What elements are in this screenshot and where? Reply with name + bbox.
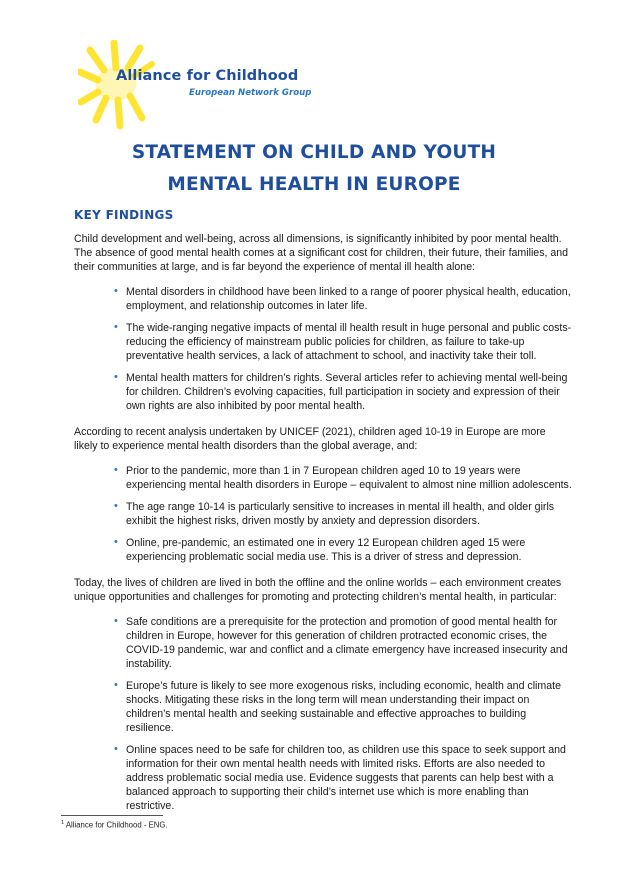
list-item xyxy=(114,679,572,735)
list-item xyxy=(114,371,572,413)
list-item xyxy=(114,536,572,564)
footnote-divider xyxy=(61,815,163,816)
list-item xyxy=(114,743,572,813)
key-findings-body xyxy=(74,232,572,825)
intro-paragraph: Child development and well-being, across all dimensions, is significantly inhibited by poor mental health. The absence of good mental health comes at a significant cost for children, their future, their families, and their communities at large, and is far beyond the experience of mental ill health alone: xyxy=(74,233,569,273)
logo-subtitle: European Network Group xyxy=(189,88,312,98)
list-item-text: The wide-ranging negative impacts of mental ill health result in huge personal and public costs-reducing the efficiency of mainstream public policies for children, as failure to take-up preventative health services, a lack of attachment to school, and inactivity take their toll. xyxy=(126,322,572,362)
list-item xyxy=(114,500,572,528)
list-item xyxy=(114,321,572,363)
key-findings-heading: KEY FINDINGS xyxy=(74,208,174,222)
bullet-icon: • xyxy=(114,536,118,548)
bullet-icon: • xyxy=(114,285,118,297)
list-item-text: The age range 10-14 is particularly sensitive to increases in mental ill health, and older girls exhibit the highest risks, driven mostly by anxiety and depression disorders. xyxy=(126,501,555,527)
challenges-list xyxy=(74,615,572,813)
worlds-paragraph: Today, the lives of children are lived in both the offline and the online worlds – each environment creates unique opportunities and challenges for promoting and protecting children’s mental health, in particular: xyxy=(74,577,562,603)
footnote-text: Alliance for Childhood - ENG. xyxy=(65,820,168,830)
list-item-text: Europe’s future is likely to see more exogenous risks, including economic, health and climate shocks. Mitigating these risks in the long term will mean understanding their impact on children’s mental health and seeking sustainable and effective approaches to building resilience. xyxy=(126,680,561,734)
bullet-icon: • xyxy=(114,743,118,755)
bullet-icon: • xyxy=(114,464,118,476)
list-item-text: Safe conditions are a prerequisite for the protection and promotion of good mental health for children in Europe, however for this generation of children protracted economic crises, the COVID-19 pandemic, war and conflict and a climate emergency have increased insecurity and instability. xyxy=(126,616,568,670)
list-item xyxy=(114,615,572,671)
unicef-paragraph: According to recent analysis undertaken by UNICEF (2021), children aged 10-19 in Europe are more likely to experience mental health disorders than the global average, and: xyxy=(74,426,546,452)
impacts-list xyxy=(74,285,572,413)
list-item-text: Prior to the pandemic, more than 1 in 7 European children aged 10 to 19 years were experiencing mental health disorders in Europe – equivalent to almost nine million adolescents. xyxy=(126,465,572,491)
footnote xyxy=(61,820,168,830)
list-item-text: Online spaces need to be safe for children too, as children use this space to seek support and information for their own mental health needs with limited risks. Efforts are also needed to address problematic social media use. Evidence suggests that parents can help best with a balanced approach to supporting their child’s internet use which is more enabling than restrictive. xyxy=(126,744,566,812)
statement-title-line-2: MENTAL HEALTH IN EUROPE xyxy=(167,174,461,195)
list-item xyxy=(114,285,572,313)
list-item-text: Mental health matters for children’s rights. Several articles refer to achieving mental well-being for children. Children’s evolving capacities, full participation in society and expression of their own rights are also inhibited by poor mental health. xyxy=(126,372,568,412)
list-item-text: Mental disorders in childhood have been linked to a range of poorer physical health, education, employment, and relationship outcomes in later life. xyxy=(126,286,571,312)
sun-logo-icon xyxy=(78,40,188,130)
statement-title-line-1: STATEMENT ON CHILD AND YOUTH xyxy=(131,142,497,163)
logo-title: Alliance for Childhood xyxy=(116,68,299,84)
footnote-marker: 1 xyxy=(61,820,65,826)
bullet-icon: • xyxy=(114,679,118,691)
bullet-icon: • xyxy=(114,500,118,512)
unicef-findings-list xyxy=(74,464,572,564)
list-item-text: Online, pre-pandemic, an estimated one in every 12 European children aged 15 were experiencing problematic social media use. This is a driver of stress and depression. xyxy=(126,537,526,563)
bullet-icon: • xyxy=(114,615,118,627)
bullet-icon: • xyxy=(114,371,118,383)
bullet-icon: • xyxy=(114,321,118,333)
list-item xyxy=(114,464,572,492)
alliance-logo xyxy=(78,40,348,130)
